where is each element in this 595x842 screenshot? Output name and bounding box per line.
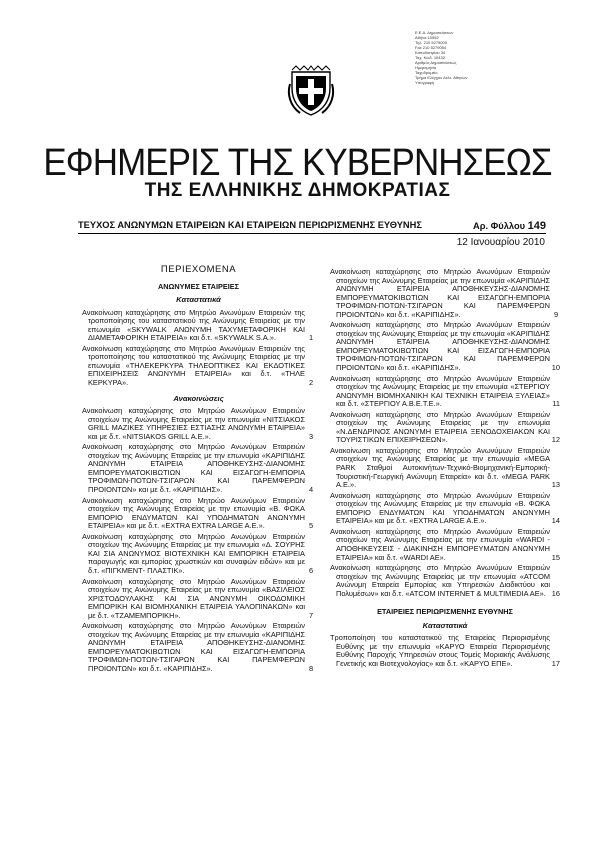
epe-statutes-list [330, 634, 560, 670]
contents-entry[interactable] [330, 634, 560, 668]
entry-text: Τροποποίηση του καταστατικού της Εταιρείας Περιορισμένης Ευθύνης με την επωνυμία «ΚΑΡΥΟ Εταιρεία Περιορισμένης Ευθύνης Παροχής Υπηρεσιών στους Τομείς Μοριακής Ανάλυσης Γενετικής και Βιοτεχνολογίας» και δ.τ. «ΚΑΡΥΟ ΕΠΕ». [330, 633, 550, 668]
stamp-line: Τμήμα Ελέγχου Δελτ. Αθηνών [415, 75, 468, 80]
entry-page-number: 12 [551, 435, 560, 445]
statutes-list [82, 309, 315, 390]
subsection-epe-statutes-heading: Καταστατικά [422, 620, 468, 630]
entry-page-number: 14 [551, 516, 560, 526]
contents-entry[interactable] [330, 528, 560, 562]
entry-text: Ανακοίνωση καταχώρησης στο Μητρώο Ανωνύμων Εταιρειών στοιχείων της Ανώνυμης Εταιρείας με την επωνυμία «ΝΙΤΣΙΑΚΟΣ GRILL ΜΑΖΙΚΕΣ ΥΠΗΡΕΣΙΕΣ ΕΣΤΙΑΣΗΣ ΑΝΩΝΥΜΗ ΕΤΑΙΡΕΙΑ» και με δ.τ. «NITSIAKOS GRILL A.E.». [82, 406, 305, 441]
stamp-line: Καποδιστρίου 34 [415, 50, 446, 55]
issue-series-line [78, 220, 546, 232]
contents-entry[interactable]: Ανακοίνωση καταχώρησης στο Μητρώο Ανωνύμων Εταιρειών στοιχείων της Ανώνυμης Εταιρείας με την επωνυμία «ΚΑΡΙΠΙΔΗΣ ΑΝΩΝΥΜΗ ΕΤΑΙΡΕΙΑ ΑΠΟΘΗΚΕΥΣΗΣ-ΔΙΑΝΟΜΗΣ ΕΜΠΟΡΕΥΜΑΤΟΚΙΒΩΤΙΩΝ ΚΑΙ ΕΙΣΑΓΩΓΗ-ΕΜΠΟΡΙΑ ΤΡΟΦΙΜΩΝ-ΠΟΤΩΝ-ΤΣΙΓΑΡΩΝ ΚΑΙ ΠΑΡΕΜΦΕΡΩΝ ΠΡΟΙΟΝΤΩΝ» και με δ.τ. «ΚΑΡΙΠΙΔΗΣ». 4 [82, 442, 314, 495]
entry-spacer [330, 669, 560, 671]
entry-text: Ανακοίνωση καταχώρησης στο Μητρώο Ανωνύμων Εταιρειών στοιχείων της Ανώνυμης Εταιρείας με την επωνυμία «Δ. ΣΟΥΡΗΣ ΚΑΙ ΣΙΑ ΑΝΩΝΥΜΟΣ ΒΙΟΤΕΧΝΙΚΗ ΚΑΙ ΕΜΠΟΡΙΚΗ ΕΤΑΙΡΕΙΑ παραγωγής και εμπορίας χρωστικών και συναφών ειδών» και με δ.τ. «ΠΙΓΚΜΕΝΤ- ΠΛΑΣΤΙΚ». [82, 531, 305, 575]
entry-text: Ανακοίνωση καταχώρησης στο Μητρώο Ανωνύμων Εταιρειών της τροποποίησης του καταστατικού της Ανώνυμης Εταιρείας με την επωνυμία «SKYWALK ΑΝΩΝΥΜΗ ΤΑΧΥΜΕΤΑΦΟΡΙΚΗ ΚΑΙ ΔΙΑΜΕΤΑΦΟΡΙΚΗ ΕΤΑΙΡΕΙΑ» και δ.τ. «SKYWALK S.A.». [82, 307, 305, 343]
sheet-label: Αρ. Φύλλου [473, 221, 526, 231]
contents-right-column [330, 268, 560, 671]
contents-entry[interactable]: Ανακοίνωση καταχώρησης στο Μητρώο Ανωνύμων Εταιρειών στοιχείων της Ανώνυμης Εταιρείας με την επωνυμία «ΚΑΡΙΠΙΔΗΣ ΑΝΩΝΥΜΗ ΕΤΑΙΡΕΙΑ ΑΠΟΘΗΚΕΥΣΗΣ-ΔΙΑΝΟΜΗΣ ΕΜΠΟΡΕΥΜΑΤΟΚΙΒΩΤΙΩΝ ΚΑΙ ΕΙΣΑΓΩΓΗ-ΕΜΠΟΡΙΑ ΤΡΟΦΙΜΩΝ-ΠΟΤΩΝ-ΤΣΙΓΑΡΩΝ ΚΑΙ ΠΑΡΕΜΦΕΡΩΝ ΠΡΟΙΟΝΤΩΝ» και δ.τ. «ΚΑΡΙΠΙΔΗΣ». 8 [82, 621, 314, 673]
entry-text: Ανακοίνωση καταχώρησης στο Μητρώο Ανωνύμων Εταιρειών στοιχείων της Ανώνυμης Εταιρείας με την επωνυμία «MEGA PARK Σταθμοί Αυτοκινήτων-Τεχνικό-Βιομηχανική-Εμπορική-Τουριστική-Γεωργική Ανώνυμη Εταιρεία» και δ.τ. «MEGA PARK A.E.». [330, 445, 550, 490]
contents-entry[interactable]: Ανακοίνωση καταχώρησης στο Μητρώο Ανωνύμων Εταιρειών στοιχείων της Ανώνυμης Εταιρείας με την επωνυμία «ΝΙΤΣΙΑΚΟΣ GRILL ΜΑΖΙΚΕΣ ΥΠΗΡΕΣΙΕΣ ΕΣΤΙΑΣΗΣ ΑΝΩΝΥΜΗ ΕΤΑΙΡΕΙΑ» και με δ.τ. «NITSIAKOS GRILL A.E.». 3 [82, 406, 314, 441]
stamp-line: Υπογραφή [415, 80, 435, 85]
contents-entry[interactable] [330, 321, 560, 372]
entry-page-number: 10 [551, 363, 560, 373]
contents-entry[interactable] [330, 375, 560, 409]
issue-date: 12 Ιανουαρίου 2010 [456, 237, 545, 248]
entry-text: Ανακοίνωση καταχώρησης στο Μητρώο Ανωνύμων Εταιρειών στοιχείων της Ανώνυμης Εταιρείας με την επωνυμία «ΚΑΡΙΠΙΔΗΣ ΑΝΩΝΥΜΗ ΕΤΑΙΡΕΙΑ ΑΠΟΘΗΚΕΥΣΗΣ-ΔΙΑΝΟΜΗΣ ΕΜΠΟΡΕΥΜΑΤΟΚΙΒΩΤΙΩΝ ΚΑΙ ΕΙΣΑΓΩΓΗ-ΕΜΠΟΡΙΑ ΤΡΟΦΙΜΩΝ-ΠΟΤΩΝ-ΤΣΙΓΑΡΩΝ ΚΑΙ ΠΑΡΕΜΦΕΡΩΝ ΠΡΟΙΟΝΤΩΝ» και δ.τ. «ΚΑΡΙΠΙΔΗΣ». [330, 320, 550, 373]
entry-text: Ανακοίνωση καταχώρησης στο Μητρώο Ανωνύμων Εταιρειών στοιχείων της Ανώνυμης Εταιρείας με την επωνυμία «ΒΑΣΙΛΕΙΟΣ ΧΡΙΣΤΟΔΟΥΛΑΚΗΣ ΚΑΙ ΣΙΑ ΑΝΩΝΥΜΗ ΟΙΚΟΔΟΜΙΚΗ ΕΜΠΟΡΙΚΗ ΚΑΙ ΒΙΟΜΗΧΑΝΙΚΗ ΕΤΑΙΡΕΙΑ ΥΑΛΟΠΙΝΑΚΩΝ» και με δ.τ. «ΤΖΑΜΕΜΠΟΡΙΚΗ». [82, 576, 305, 620]
entry-page-number: 13 [551, 480, 560, 490]
entry-page-number: 15 [551, 552, 560, 562]
entry-text: Ανακοίνωση καταχώρησης στο Μητρώο Ανωνύμων Εταιρειών στοιχείων της Ανώνυμης Εταιρείας με την επωνυμία «ΚΑΡΙΠΙΔΗΣ ΑΝΩΝΥΜΗ ΕΤΑΙΡΕΙΑ ΑΠΟΘΗΚΕΥΣΗΣ-ΔΙΑΝΟΜΗΣ ΕΜΠΟΡΕΥΜΑΤΟΚΙΒΩΤΙΩΝ ΚΑΙ ΕΙΣΑΓΩΓΗ-ΕΜΠΟΡΙΑ ΤΡΟΦΙΜΩΝ-ΠΟΤΩΝ-ΤΣΙΓΑΡΩΝ ΚΑΙ ΠΑΡΕΜΦΕΡΩΝ ΠΡΟΙΟΝΤΩΝ» και δ.τ. «ΚΑΡΙΠΙΔΗΣ». [330, 267, 550, 319]
contents-entry[interactable]: Ανακοίνωση καταχώρησης στο Μητρώο Ανωνύμων Εταιρειών στοιχείων της Ανώνυμης Εταιρείας με την επωνυμία «Β. ΦΩΚΑ ΕΜΠΟΡΙΟ ΕΝΔΥΜΑΤΩΝ ΚΑΙ ΥΠΟΔΗΜΑΤΩΝ ΑΝΩΝΥΜΗ ΕΤΑΙΡΕΙΑ» και με δ.τ. «EXTRA EXTRA LARGE A.E.». 5 [82, 495, 314, 531]
entry-text: Ανακοίνωση καταχώρησης στο Μητρώο Ανωνύμων Εταιρειών στοιχείων της Ανώνυμης Εταιρείας με την επωνυμία «WARDI - ΑΠΟΘΗΚΕΥΣΕΙΣ - ΔΙΑΚΙΝΗΣΗ ΕΜΠΟΡΕΥΜΑΤΩΝ ΑΝΩΝΥΜΗ ΕΤΑΙΡΕΙΑ» και δ.τ. «WARDI AE». [330, 526, 550, 562]
stamp-line: Ε.Ε.Δ. Δημοσιεύσεων [415, 30, 454, 35]
entry-text: Ανακοίνωση καταχώρησης στο Μητρώο Ανωνύμων Εταιρειών στοιχείων της Ανώνυμης Εταιρείας με την επωνυμία «Β. ΦΩΚΑ ΕΜΠΟΡΙΟ ΕΝΔΥΜΑΤΩΝ ΚΑΙ ΥΠΟΔΗΜΑΤΩΝ ΑΝΩΝΥΜΗ ΕΤΑΙΡΕΙΑ» και με δ.τ. «EXTRA EXTRA LARGE A.E.». [82, 495, 305, 531]
entry-spacer [82, 674, 315, 676]
stamp-line: Τηλ. 210 5279000 [415, 40, 447, 45]
gazette-subtitle: ΤΗΣ ΕΛΛΗΝΙΚΗΣ ΔΗΜΟΚΡΑΤΙΑΣ [144, 180, 451, 201]
entry-page-number: 11 [552, 399, 560, 409]
entry-text: Ανακοίνωση καταχώρησης στο Μητρώο Ανωνύμων Εταιρειών στοιχείων της Ανώνυμης Εταιρείας με την επωνυμία «Β. ΦΩΚΑ ΕΜΠΟΡΙΟ ΕΝΔΥΜΑΤΩΝ ΚΑΙ ΥΠΟΔΗΜΑΤΩΝ ΑΝΩΝΥΜΗ ΕΤΑΙΡΕΙΑ» και με δ.τ. «EXTRA LARGE A.E.». [330, 490, 550, 526]
header-divider [78, 233, 546, 234]
stamp-line: Ημερομηνία [415, 65, 437, 70]
entry-text: Ανακοίνωση καταχώρησης στο Μητρώο Ανωνύμων Εταιρειών στοιχείων της Ανώνυμης Εταιρείας με την επωνυμία «ATCOM Ανώνυμη Εταιρεία Εμπορίας και Υπηρεσιών Διαδικτύου και Πολυμέσων» και δ.τ. «ATCOM INTERNET & MULTIMEDIA AE». [330, 563, 550, 598]
contents-left-column [82, 260, 315, 676]
sheet-number: 149 [527, 220, 546, 232]
greek-coat-of-arms-emblem [286, 64, 336, 116]
series-name: ΤΕΥΧΟΣ ΑΝΩΝΥΜΩΝ ΕΤΑΙΡΕΙΩΝ ΚΑΙ ΕΤΑΙΡΕΙΩΝ ΠΕΡΙΩΡΙΣΜΕΝΗΣ ΕΥΘΥΝΗΣ [78, 220, 422, 230]
contents-entry[interactable] [330, 447, 560, 490]
contents-heading: ΠΕΡΙΕΧΟΜΕΝΑ [160, 264, 237, 275]
section-sa-heading: ΑΝΩΝΥΜΕΣ ΕΤΑΙΡΕΙΕΣ [158, 281, 239, 291]
stamp-line: Fax 210 5279054 [415, 45, 447, 50]
stamp-line: Αριθμός Δημοσιεύσεως [415, 60, 457, 65]
announcements-list-left [82, 407, 315, 675]
stamp-line: Ταχυδρομείο [415, 70, 438, 75]
entry-text: Ανακοίνωση καταχώρησης στο Μητρώο Ανωνύμων Εταιρειών της τροποποίησης του καταστατικού της Ανώνυμης Εταιρείας με την επωνυμία «ΤΗΛΕΚΕΡΚΥΡΑ ΤΗΛΕΟΠΤΙΚΕΣ ΚΑΙ ΕΚΔΟΤΙΚΕΣ ΕΠΙΧΕΙΡΗΣΕΙΣ ΑΝΩΝΥΜΗ ΕΤΑΙΡΕΙΑ» και δ.τ. «ΤΗΛΕ ΚΕΡΚΥΡΑ». [82, 343, 305, 388]
contents-entry[interactable]: Ανακοίνωση καταχώρησης στο Μητρώο Ανωνύμων Εταιρειών στοιχείων της Ανώνυμης Εταιρείας με την επωνυμία «Δ. ΣΟΥΡΗΣ ΚΑΙ ΣΙΑ ΑΝΩΝΥΜΟΣ ΒΙΟΤΕΧΝΙΚΗ ΚΑΙ ΕΜΠΟΡΙΚΗ ΕΤΑΙΡΕΙΑ παραγωγής και εμπορίας χρωστικών και συναφών ειδών» και με δ.τ. «ΠΙΓΚΜΕΝΤ- ΠΛΑΣΤΙΚ». 6 [82, 531, 314, 575]
contents-entry[interactable]: Ανακοίνωση καταχώρησης στο Μητρώο Ανωνύμων Εταιρειών στοιχείων της Ανώνυμης Εταιρείας με την επωνυμία «ΒΑΣΙΛΕΙΟΣ ΧΡΙΣΤΟΔΟΥΛΑΚΗΣ ΚΑΙ ΣΙΑ ΑΝΩΝΥΜΗ ΟΙΚΟΔΟΜΙΚΗ ΕΜΠΟΡΙΚΗ ΚΑΙ ΒΙΟΜΗΧΑΝΙΚΗ ΕΤΑΙΡΕΙΑ ΥΑΛΟΠΙΝΑΚΩΝ» και με δ.τ. «ΤΖΑΜΕΜΠΟΡΙΚΗ». 7 [82, 576, 314, 620]
subsection-statutes-heading: Καταστατικά [176, 295, 221, 305]
postage-stamp-block [415, 30, 475, 85]
contents-entry[interactable]: Ανακοίνωση καταχώρησης στο Μητρώο Ανωνύμων Εταιρειών της τροποποίησης του καταστατικού της Ανώνυμης Εταιρείας με την επωνυμία «ΤΗΛΕΚΕΡΚΥΡΑ ΤΗΛΕΟΠΤΙΚΕΣ ΚΑΙ ΕΚΔΟΤΙΚΕΣ ΕΠΙΧΕΙΡΗΣΕΙΣ ΑΝΩΝΥΜΗ ΕΤΑΙΡΕΙΑ» και δ.τ. «ΤΗΛΕ ΚΕΡΚΥΡΑ». 2 [82, 343, 314, 388]
entry-spacer [330, 599, 560, 601]
stamp-line: Ταχ. Κώδ. 10432 [415, 55, 445, 60]
entry-text: Ανακοίνωση καταχώρησης στο Μητρώο Ανωνύμων Εταιρειών στοιχείων της Ανώνυμης Εταιρείας με την επωνυμία «ΚΑΡΙΠΙΔΗΣ ΑΝΩΝΥΜΗ ΕΤΑΙΡΕΙΑ ΑΠΟΘΗΚΕΥΣΗΣ-ΔΙΑΝΟΜΗΣ ΕΜΠΟΡΕΥΜΑΤΟΚΙΒΩΤΙΩΝ ΚΑΙ ΕΙΣΑΓΩΓΗ-ΕΜΠΟΡΙΑ ΤΡΟΦΙΜΩΝ-ΠΟΤΩΝ-ΤΣΙΓΑΡΩΝ ΚΑΙ ΠΑΡΕΜΦΕΡΩΝ ΠΡΟΙΟΝΤΩΝ» και με δ.τ. «ΚΑΡΙΠΙΔΗΣ». [82, 442, 305, 495]
entry-page-number: 17 [551, 658, 560, 668]
contents-entry[interactable] [330, 492, 560, 526]
stamp-line: Αθήνα 10552 [415, 35, 439, 40]
contents-entry[interactable]: Ανακοίνωση καταχώρησης στο Μητρώο Ανωνύμων Εταιρειών της τροποποίησης του καταστατικού της Ανώνυμης Εταιρείας με την επωνυμία «SKYWALK ΑΝΩΝΥΜΗ ΤΑΧΥΜΕΤΑΦΟΡΙΚΗ ΚΑΙ ΔΙΑΜΕΤΑΦΟΡΙΚΗ ΕΤΑΙΡΕΙΑ» και δ.τ. «SKYWALK S.A.». 1 [82, 307, 314, 343]
sheet-number-group [473, 220, 546, 232]
contents-entry[interactable] [330, 411, 560, 445]
gazette-title: ΕΦΗΜΕΡΙΣ ΤΗΣ ΚΥΒΕΡΝΗΣΕΩΣ [43, 142, 552, 184]
entry-text: Ανακοίνωση καταχώρησης στο Μητρώο Ανωνύμων Εταιρειών στοιχείων της Ανώνυμης Εταιρείας με την επωνυμία «ΚΑΡΙΠΙΔΗΣ ΑΝΩΝΥΜΗ ΕΤΑΙΡΕΙΑ ΑΠΟΘΗΚΕΥΣΗΣ-ΔΙΑΝΟΜΗΣ ΕΜΠΟΡΕΥΜΑΤΟΚΙΒΩΤΙΩΝ ΚΑΙ ΕΙΣΑΓΩΓΗ-ΕΜΠΟΡΙΑ ΤΡΟΦΙΜΩΝ-ΠΟΤΩΝ-ΤΣΙΓΑΡΩΝ ΚΑΙ ΠΑΡΕΜΦΕΡΩΝ ΠΡΟΙΟΝΤΩΝ» και δ.τ. «ΚΑΡΙΠΙΔΗΣ». [82, 621, 305, 673]
entry-spacer [82, 388, 315, 390]
entry-text: Ανακοίνωση καταχώρησης στο Μητρώο Ανωνύμων Εταιρειών στοιχείων της Ανώνυμης Εταιρείας με την επωνυμία «ΣΤΕΡΓΙΟΥ ΑΝΩΝΥΜΗ ΒΙΟΜΗΧΑΝΙΚΗ ΚΑΙ ΤΕΧΝΙΚΗ ΕΤΑΙΡΕΙΑ ΞΥΛΕΙΑΣ» και δ.τ. «ΣΤΕΡΓΙΟΥ Α.Β.Ε.Τ.Ε.». [330, 373, 550, 409]
entry-page-number: 16 [551, 588, 560, 598]
subsection-announcements-heading: Ανακοινώσεις [173, 393, 224, 403]
contents-entry[interactable] [330, 564, 560, 598]
announcements-list-right [330, 268, 560, 600]
contents-entry[interactable]: Ανακοίνωση καταχώρησης στο Μητρώο Ανωνύμων Εταιρειών στοιχείων της Ανώνυμης Εταιρείας με την επωνυμία «ΚΑΡΙΠΙΔΗΣ ΑΝΩΝΥΜΗ ΕΤΑΙΡΕΙΑ ΑΠΟΘΗΚΕΥΣΗΣ-ΔΙΑΝΟΜΗΣ ΕΜΠΟΡΕΥΜΑΤΟΚΙΒΩΤΙΩΝ ΚΑΙ ΕΙΣΑΓΩΓΗ-ΕΜΠΟΡΙΑ ΤΡΟΦΙΜΩΝ-ΠΟΤΩΝ-ΤΣΙΓΑΡΩΝ ΚΑΙ ΠΑΡΕΜΦΕΡΩΝ ΠΡΟΙΟΝΤΩΝ» και δ.τ. «ΚΑΡΙΠΙΔΗΣ». 9 [330, 267, 559, 319]
entry-text: Ανακοίνωση καταχώρησης στο Μητρώο Ανωνύμων Εταιρειών στοιχείων της Ανώνυμης Εταιρείας με την επωνυμία «Ν.ΔΕΝΔΡΙΝΟΣ ΑΝΩΝΥΜΗ ΕΤΑΙΡΕΙΑ ΞΕΝΟΔΟΧΕΙΑΚΩΝ ΚΑΙ ΤΟΥΡΙΣΤΙΚΩΝ ΕΠΙΧΕΙΡΗΣΕΩΝ». [330, 409, 550, 445]
section-epe-heading: ΕΤΑΙΡΕΙΕΣ ΠΕΡΙΩΡΙΣΜΕΝΗΣ ΕΥΘΥΝΗΣ [377, 607, 513, 617]
